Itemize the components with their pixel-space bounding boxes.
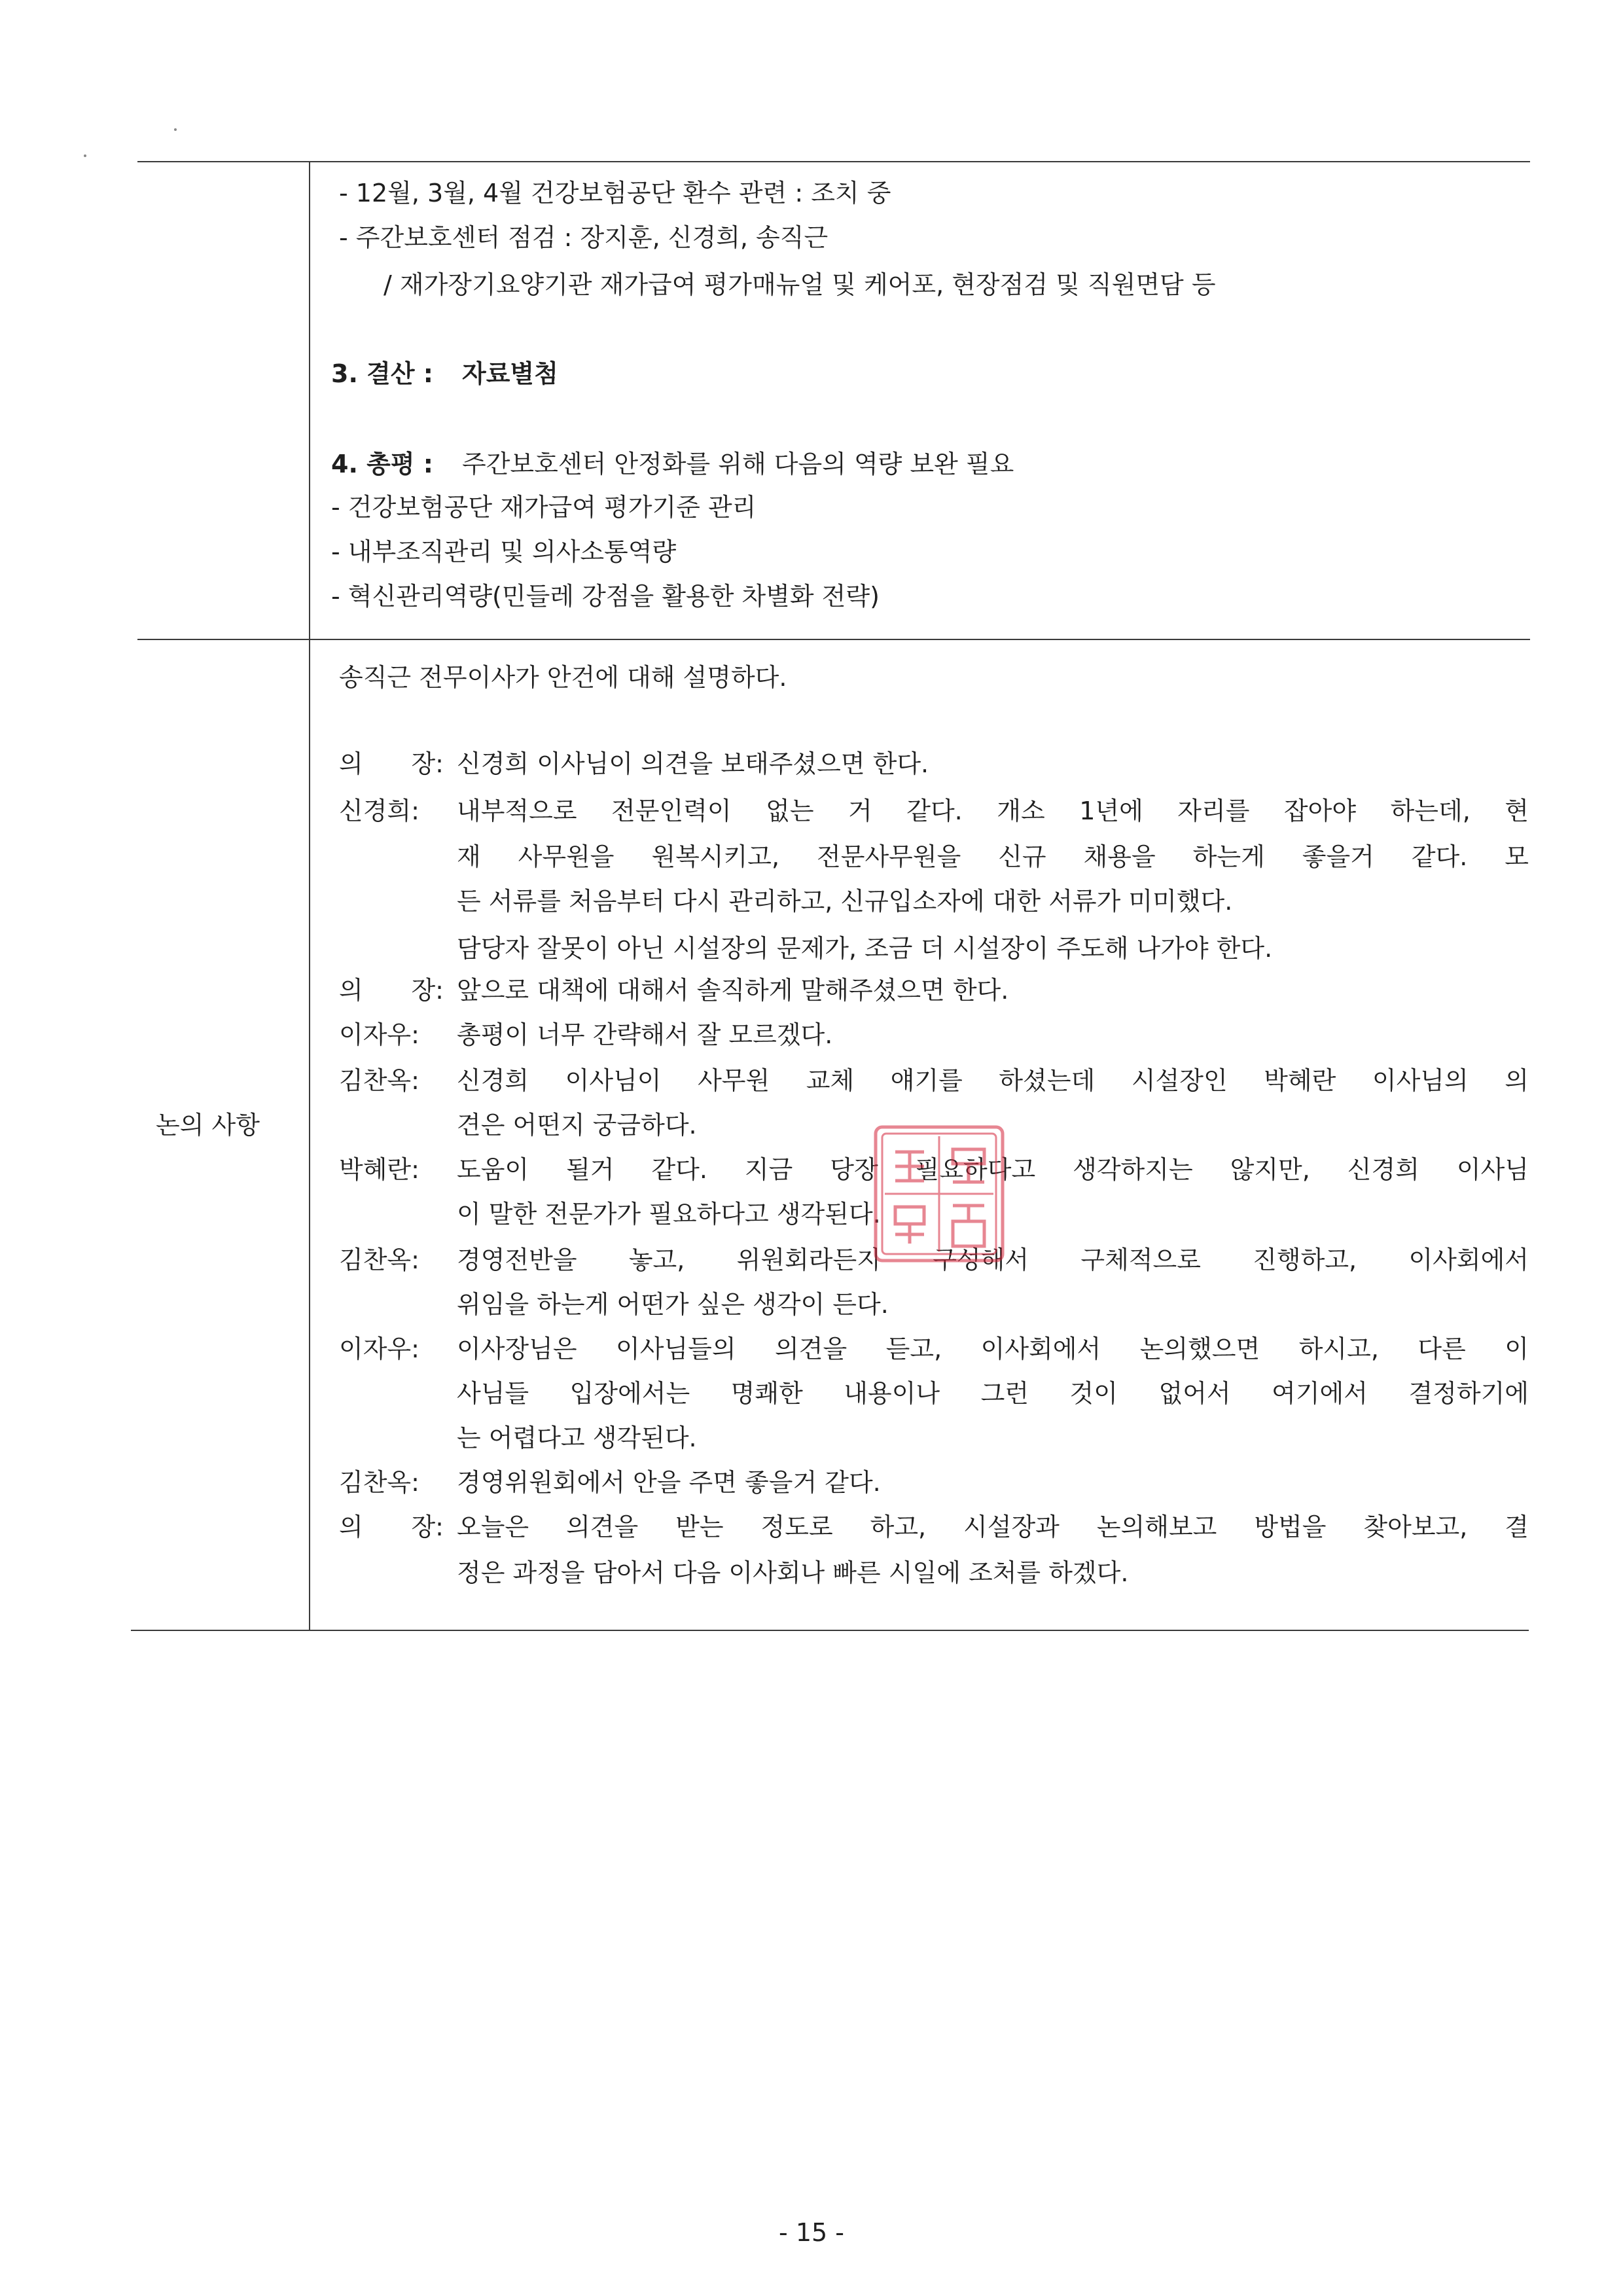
discussion-row-label: 논의 사항 — [156, 1111, 260, 1139]
speaker-chair: 의 장: — [339, 1513, 444, 1541]
speaker-lee-jawoo: 이자우: — [339, 1335, 419, 1363]
statement-line: 사님들 입장에서는 명쾌한 내용이나 그런 것이 없어서 여기에서 결정하기에 — [457, 1379, 1529, 1408]
page-number: - 15 - — [779, 2218, 844, 2247]
speaker-park-hyeran: 박혜란: — [339, 1155, 419, 1184]
scan-speck — [174, 128, 177, 131]
report-line-inspection-detail: / 재가장기요양기관 재가급여 평가매뉴얼 및 케어포, 현장점검 및 직원면담 등 — [383, 270, 1216, 299]
statement-line: 경영위원회에서 안을 주면 좋을거 같다. — [457, 1468, 881, 1497]
statement-line: 담당자 잘못이 아닌 시설장의 문제가, 조금 더 시설장이 주도해 나가야 한다. — [457, 934, 1273, 963]
section-3-heading: 3. 결산 : — [331, 359, 433, 388]
statement-line: 이 말한 전문가가 필요하다고 생각된다. — [457, 1200, 881, 1229]
table-column-divider — [309, 161, 310, 1630]
statement-line: 정은 과정을 담아서 다음 이사회나 빠른 시일에 조처를 하겠다. — [457, 1558, 1129, 1587]
statement-line: 는 어렵다고 생각된다. — [457, 1424, 697, 1452]
statement-line: 재 사무원을 원복시키고, 전문사무원을 신규 채용을 하는게 좋을거 같다. 모 — [457, 842, 1529, 871]
statement-line: 오늘은 의견을 받는 정도로 하고, 시설장과 논의해보고 방법을 찾아보고, 결 — [457, 1513, 1529, 1541]
statement-line: 도움이 될거 같다. 지금 당장 필요하다고 생각하지는 않지만, 신경희 이사님 — [457, 1155, 1529, 1184]
statement-line: 든 서류를 처음부터 다시 관리하고, 신규입소자에 대한 서류가 미미했다. — [457, 887, 1233, 916]
statement-line: 내부적으로 전문인력이 없는 거 같다. 개소 1년에 자리를 잡아야 하는데, 현 — [457, 797, 1529, 825]
scan-speck — [84, 154, 86, 157]
speaker-chair: 의 장: — [339, 749, 444, 778]
table-bottom-rule — [131, 1630, 1529, 1631]
table-middle-rule — [137, 639, 1530, 640]
statement-line: 위임을 하는게 어떤가 싶은 생각이 든다. — [457, 1290, 889, 1319]
speaker-chair: 의 장: — [339, 976, 444, 1005]
report-line-refund: - 12월, 3월, 4월 건강보험공단 환수 관련 : 조치 중 — [339, 179, 891, 207]
statement-line: 신경희 이사님이 의견을 보태주셨으면 한다. — [457, 749, 929, 778]
summary-bullet-innovation: - 혁신관리역량(민들레 강점을 활용한 차별화 전략) — [331, 582, 880, 611]
section-4-body: 주간보호센터 안정화를 위해 다음의 역량 보완 필요 — [462, 450, 1014, 478]
statement-line: 앞으로 대책에 대해서 솔직하게 말해주셨으면 한다. — [457, 976, 1009, 1005]
red-seal-stamp — [872, 1123, 1007, 1265]
section-4-heading: 4. 총평 : — [331, 450, 433, 478]
statement-line: 견은 어떤지 궁금하다. — [457, 1111, 697, 1139]
statement-line: 신경희 이사님이 사무원 교체 얘기를 하셨는데 시설장인 박혜란 이사님의 의 — [457, 1066, 1529, 1095]
summary-bullet-evaluation: - 건강보험공단 재가급여 평가기준 관리 — [331, 493, 757, 522]
discussion-intro: 송직근 전무이사가 안건에 대해 설명하다. — [339, 663, 787, 692]
speaker-kim-chanok: 김찬옥: — [339, 1246, 419, 1274]
statement-line: 총평이 너무 간략해서 잘 모르겠다. — [457, 1020, 833, 1049]
report-line-inspection: - 주간보호센터 점검 : 장지훈, 신경희, 송직근 — [339, 223, 829, 252]
speaker-kim-chanok: 김찬옥: — [339, 1468, 419, 1497]
speaker-lee-jawoo: 이자우: — [339, 1020, 419, 1049]
statement-line: 이사장님은 이사님들의 의견을 듣고, 이사회에서 논의했으면 하시고, 다른 이 — [457, 1335, 1529, 1363]
table-top-rule — [137, 161, 1530, 162]
summary-bullet-organization: - 내부조직관리 및 의사소통역량 — [331, 537, 677, 566]
speaker-shin-kyunghee: 신경희: — [339, 797, 419, 825]
statement-line: 경영전반을 놓고, 위원회라든지 구성해서 구체적으로 진행하고, 이사회에서 — [457, 1246, 1529, 1274]
section-3-body: 자료별첨 — [462, 359, 558, 388]
speaker-kim-chanok: 김찬옥: — [339, 1066, 419, 1095]
